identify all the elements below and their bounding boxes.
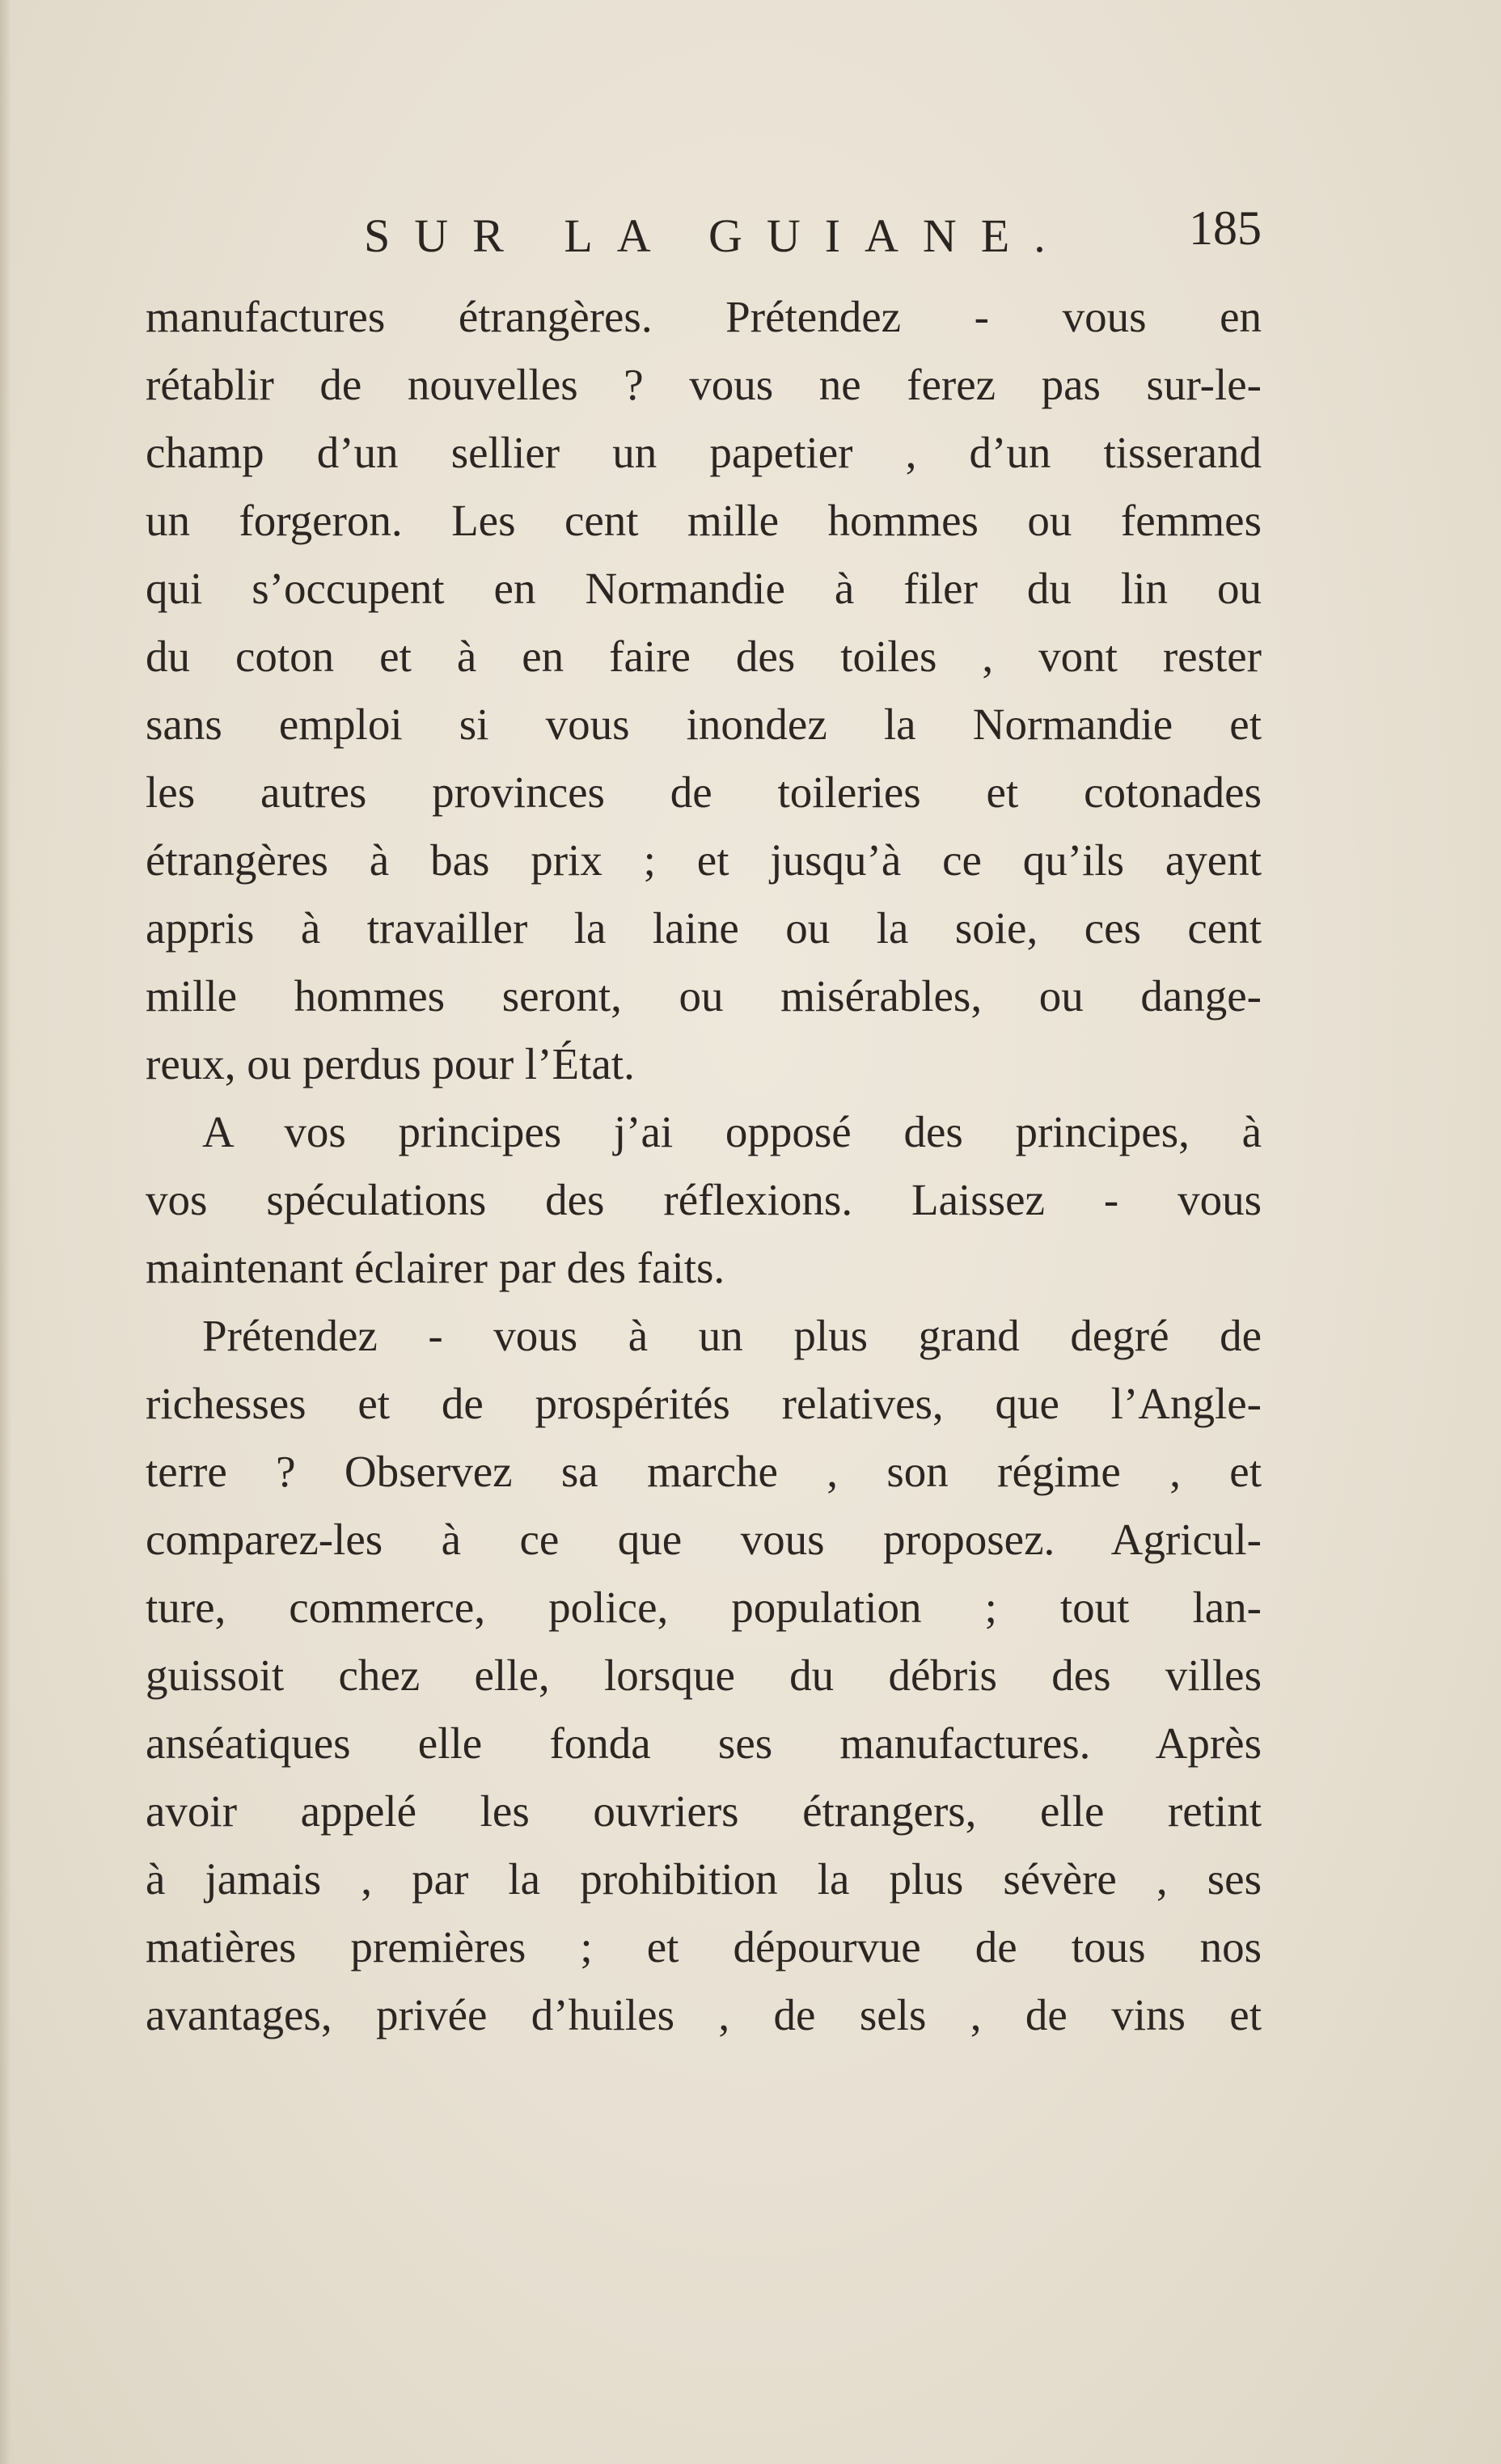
text-line: avantages, privée d’huiles , de sels , de vins et — [146, 1990, 1262, 2039]
text-line: richesses et de prospérités relatives, que l’Angle- — [146, 1379, 1262, 1428]
text-line: matières premières ; et dépourvue de tous nos — [146, 1922, 1262, 1972]
paragraph-start-line: Prétendez - vous à un plus grand degré de — [202, 1311, 1262, 1360]
text-line: du coton et à en faire des toiles , vont rester — [146, 632, 1262, 681]
paragraph-start-line: A vos principes j’ai opposé des principes, à — [202, 1107, 1262, 1156]
page-header — [146, 194, 1262, 275]
text-line: les autres provinces de toileries et cotonades — [146, 767, 1262, 817]
text-line: un forgeron. Les cent mille hommes ou femmes — [146, 496, 1262, 545]
running-title: SUR LA GUIANE. — [364, 209, 1070, 262]
text-line: anséatiques elle fonda ses manufactures. Après — [146, 1718, 1262, 1768]
text-line: maintenant éclairer par des faits. — [146, 1243, 725, 1292]
text-line: avoir appelé les ouvriers étrangers, elle retint — [146, 1786, 1262, 1836]
text-line: reux, ou perdus pour l’État. — [146, 1039, 635, 1088]
text-line: comparez-les à ce que vous proposez. Agricul- — [146, 1515, 1262, 1564]
text-line: manufactures étrangères. Prétendez - vous en — [146, 292, 1262, 341]
text-line: mille hommes seront, ou misérables, ou dange- — [146, 971, 1262, 1021]
text-line: rétablir de nouvelles ? vous ne ferez pas sur-le- — [146, 360, 1262, 409]
body-text — [146, 283, 1262, 2049]
text-line: vos spéculations des réflexions. Laissez - vous — [146, 1175, 1262, 1224]
text-line: sans emploi si vous inondez la Normandie et — [146, 699, 1262, 749]
text-line: à jamais , par la prohibition la plus sévère , ses — [146, 1854, 1262, 1904]
text-line: ture, commerce, police, population ; tout lan- — [146, 1583, 1262, 1632]
page-edge-shadow — [0, 0, 11, 2464]
page-number: 185 — [1189, 201, 1262, 255]
text-line: étrangères à bas prix ; et jusqu’à ce qu’ils ayent — [146, 835, 1262, 885]
text-line: qui s’occupent en Normandie à filer du lin ou — [146, 564, 1262, 613]
text-line: guissoit chez elle, lorsque du débris des villes — [146, 1650, 1262, 1700]
text-line: appris à travailler la laine ou la soie, ces cent — [146, 903, 1262, 953]
text-line: champ d’un sellier un papetier , d’un tisserand — [146, 428, 1262, 477]
text-line: terre ? Observez sa marche , son régime , et — [146, 1447, 1262, 1496]
